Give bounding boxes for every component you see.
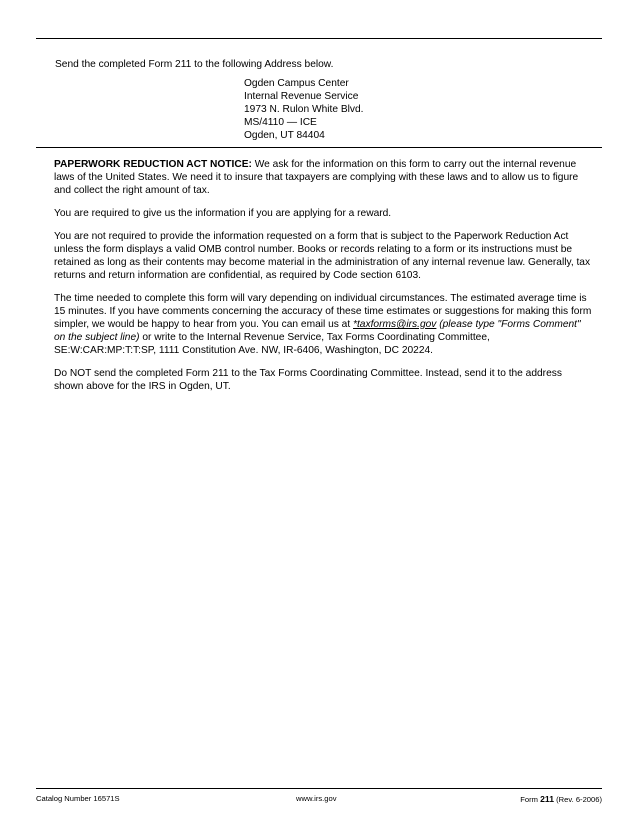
address-line: 1973 N. Rulon White Blvd. <box>244 104 364 115</box>
address-line: MS/4110 — ICE <box>244 117 317 128</box>
subject-line-instruction: (please type "Forms Comment" on the subject line) <box>54 319 581 343</box>
top-divider <box>36 38 602 39</box>
notice-intro-text: We ask for the information on this form to carry out the internal revenue laws of the United States. We need it to insure that taxpayers are complying with these laws and to allow us to figure and collect the right amount of tax. <box>54 159 579 196</box>
email-link[interactable]: *taxforms@irs.gov <box>353 319 437 330</box>
form-revision: (Rev. 6-2006) <box>556 795 602 804</box>
send-instruction: Send the completed Form 211 to the following Address below. <box>55 59 334 70</box>
notice-heading: PAPERWORK REDUCTION ACT NOTICE: <box>54 159 252 170</box>
form-number: 211 <box>540 794 554 804</box>
footer-divider <box>36 788 602 789</box>
notice-paragraph-time-estimate <box>54 292 594 357</box>
time-estimate-text: The time needed to complete this form will vary depending on individual circumstances. The estimated average time is 15 minutes. If you have comments concerning the accuracy of these time estimates or suggestions for making this form simpler, we would be happy to hear from you. You can email us at <box>54 293 592 330</box>
notice-paragraph-do-not-send: Do NOT send the completed Form 211 to the Tax Forms Coordinating Committee. Instead, send it to the address shown above for the IRS in Ogden, UT. <box>54 368 562 392</box>
mailing-instruction-text: or write to the Internal Revenue Service, Tax Forms Coordinating Committee, SE:W:CAR:MP:T:T:SP, 1111 Constitution Ave. NW, IR-6406, Washington, DC 20224. <box>54 332 490 356</box>
mailing-address <box>244 77 363 142</box>
notice-paragraph-omb: You are not required to provide the information requested on a form that is subject to the Paperwork Reduction Act unless the form displays a valid OMB control number. Books or records relating to a form or its instructions must be retained as long as their contents may become material in the administration of any internal revenue law. Generally, tax returns and return information are confidential, as required by Code section 6103. <box>54 231 591 281</box>
form-identifier <box>520 794 602 805</box>
paperwork-reduction-notice <box>54 158 594 403</box>
website-link[interactable]: www.irs.gov <box>296 794 337 803</box>
notice-paragraph-intro <box>54 158 594 197</box>
form-label: Form <box>520 795 538 804</box>
catalog-number: Catalog Number 16571S <box>36 794 120 803</box>
address-line: Ogden Campus Center <box>244 78 349 89</box>
section-divider <box>36 147 602 148</box>
address-line: Internal Revenue Service <box>244 91 359 102</box>
address-line: Ogden, UT 84404 <box>244 130 325 141</box>
notice-paragraph-reward: You are required to give us the information if you are applying for a reward. <box>54 208 392 219</box>
